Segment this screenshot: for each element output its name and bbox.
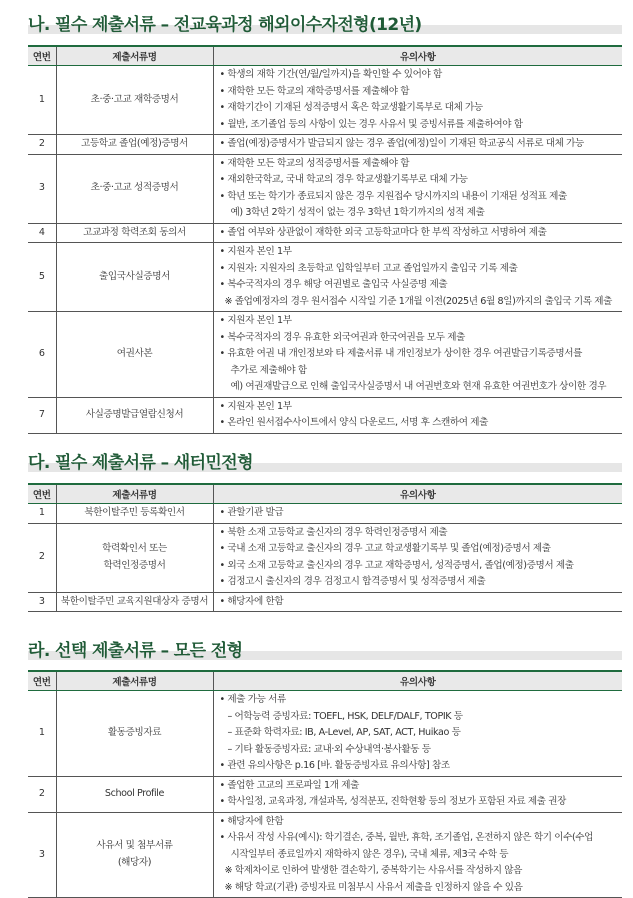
row-number: 7 [28,397,56,433]
document-name [56,397,213,433]
note-line: – 어학능력 증빙자료: TOEFL, HSK, DELF/DALF, TOPIK 등 [227,710,463,722]
note-line: • 졸업(예정)증명서가 발급되지 않는 경우 졸업(예정)일이 기재된 학교공식 서류로 대체 가능 [219,138,584,149]
document-name-line: (해당자) [117,856,152,868]
document-name-line: School Profile [104,787,165,799]
document-name [56,66,213,135]
notes-cell [213,812,622,898]
note-line: • 졸업한 고교의 프로파일 1개 제출 [219,779,359,791]
note-line: • 사유서 작성 사유(예시): 학기결손, 중복, 월반, 휴학, 조기졸업, 온전하지 않은 학기 이수(수업 [219,832,594,843]
row-number: 2 [28,523,56,592]
section-heading: 다. 필수 제출서류 – 새터민전형 [28,453,253,473]
document-name [56,135,213,155]
note-line: • 검정고시 출신자의 경우 검정고시 합격증명서 및 성적증명서 제출 [219,576,486,587]
note-line: • 지원자 본인 1부 [219,246,292,257]
note-line: • 재학한 모든 학교의 성적증명서를 제출해야 함 [219,157,410,169]
note-line: ※ 학제차이로 인하여 발생한 결손학기, 중복학기는 사유서를 작성하지 않음 [224,865,523,876]
note-line: • 복수국적자의 경우 유효한 외국여권과 한국여권을 모두 제출 [219,331,465,343]
note-line: • 학생의 재학 기간(연/월/일까지)을 확인할 수 있어야 함 [219,69,442,80]
document-name-line: 사유서 및 첨부서류 [96,840,173,852]
note-line: • 지원자 본인 1부 [219,315,292,326]
notes-cell [213,397,622,433]
table-row [28,523,622,592]
note-line: – 기타 활동증빙자료: 교내·외 수상내역·봉사활동 등 [227,743,431,755]
document-name [56,592,213,612]
section-heading: 라. 선택 제출서류 – 모든 전형 [28,641,243,661]
note-line: • 해당자에 한함 [219,815,284,827]
document-name [56,776,213,812]
row-number: 2 [28,135,56,155]
notes-cell [213,691,622,777]
header-number: 연번 [28,671,56,691]
note-line: • 지원자 본인 1부 [219,400,292,412]
document-name [56,223,213,243]
document-name-line: 학력확인서 또는 [102,543,167,554]
document-name [56,312,213,398]
notes-cell [213,312,622,398]
document-name-line: 고교과정 학력조회 동의서 [83,226,186,238]
document-name-line: 출입국사실증명서 [99,270,170,282]
note-line: 예) 3학년 2학기 성적이 없는 경우 3학년 1학기까지의 성적 제출 [230,207,485,218]
note-line: 시작일부터 종료일까지 재학하지 않은 경우), 국내 체류, 제3국 수학 등 [230,848,509,860]
table-row [28,592,622,612]
row-number: 6 [28,312,56,398]
table-row [28,312,622,398]
document-name-line: 초·중·고교 재학증명서 [90,93,179,105]
note-line: • 유효한 여권 내 개인정보와 타 제출서류 내 개인정보가 상이한 경우 여권발급기록증명서를 [219,348,583,359]
table-row [28,776,622,812]
document-name-line: 학력인정증명서 [103,559,166,571]
note-line: • 해당자에 한함 [219,595,284,607]
note-line: • 관련 유의사항은 p.16 [바. 활동증빙자료 유의사항] 참조 [219,760,450,771]
section-title-required-defector [28,448,622,474]
section-title-required-overseas [28,10,622,36]
document-name [56,812,213,898]
row-number: 4 [28,223,56,243]
notes-cell [213,776,622,812]
row-number: 1 [28,691,56,777]
note-line: ※ 해당 학교(기관) 증빙자료 미첨부시 사유서 제출을 인정하지 않을 수 있음 [224,881,523,893]
section-title-optional-all [28,636,622,662]
note-line: • 졸업 여부와 상관없이 재학한 외국 고등학교마다 한 부씩 작성하고 서명하여 제출 [219,226,547,238]
required-docs-defector-table [28,483,622,612]
note-line: 추가로 제출해야 함 [230,364,307,376]
note-line: • 외국 소재 고등학교 출신자의 경우 고교 재학증명서, 성적증명서, 졸업(예정)증명서 제출 [219,559,574,571]
row-number: 2 [28,776,56,812]
row-number: 3 [28,812,56,898]
note-line: 예) 여권재발급으로 인해 출입국사실증명서 내 여권번호와 현재 유효한 여권번호가 상이한 경우 [230,381,607,392]
note-line: • 제출 가능 서류 [219,694,286,705]
note-line: • 국내 소재 고등학교 출신자의 경우 고교 학교생활기록부 및 졸업(예정)증명서 제출 [219,543,551,554]
header-document-name: 제출서류명 [56,484,213,504]
row-number: 3 [28,592,56,612]
notes-cell [213,66,622,135]
row-number: 3 [28,154,56,223]
header-document-name: 제출서류명 [56,46,213,66]
table-row [28,691,622,777]
note-line: – 표준화 학력자료: IB, A-Level, AP, SAT, ACT, Huikao 등 [227,727,461,738]
row-number: 5 [28,243,56,312]
document-name-line: 활동증빙자료 [107,727,162,738]
required-docs-overseas-table [28,45,622,434]
header-number: 연번 [28,484,56,504]
header-notes: 유의사항 [213,46,622,66]
document-name-line: 북한이탈주민 교육지원대상자 증명서 [60,595,209,607]
row-number: 1 [28,504,56,524]
table-header-row [28,671,622,691]
note-line: • 북한 소재 고등학교 출신자의 경우 학력인정증명서 제출 [219,526,448,538]
table-header-row [28,484,622,504]
table-row [28,223,622,243]
notes-cell [213,135,622,155]
note-line: • 재외한국학교, 국내 학교의 경우 학교생활기록부로 대체 가능 [219,174,468,185]
table-row [28,243,622,312]
note-line: • 온라인 원서접수사이트에서 양식 다운로드, 서명 후 스캔하여 제출 [219,417,489,428]
header-document-name: 제출서류명 [56,671,213,691]
note-line: • 학사일정, 교육과정, 개설과목, 성적분포, 진학현황 등의 정보가 포함된 자료 제출 권장 [219,796,566,807]
note-line: • 관할기관 발급 [219,507,284,518]
table-row [28,154,622,223]
notes-cell [213,504,622,524]
document-name-line: 여권사본 [116,348,153,359]
note-line: • 재학기간이 기재된 성적증명서 혹은 학교생활기록부로 대체 가능 [219,102,483,113]
document-name [56,691,213,777]
optional-docs-table [28,670,622,898]
table-header-row [28,46,622,66]
note-line: • 월반, 조기졸업 등의 사항이 있는 경우 사유서 및 증빙서류를 제출하여야 함 [219,118,523,130]
document-name-line: 고등학교 졸업(예정)증명서 [81,138,188,149]
table-row [28,504,622,524]
section-heading: 나. 필수 제출서류 – 전교육과정 해외이수자전형(12년) [28,15,422,35]
document-name-line: 초·중·고교 성적증명서 [90,182,179,194]
document-name [56,504,213,524]
document-name [56,523,213,592]
document-name [56,243,213,312]
header-number: 연번 [28,46,56,66]
table-row [28,812,622,898]
row-number: 1 [28,66,56,135]
header-notes: 유의사항 [213,671,622,691]
notes-cell [213,154,622,223]
note-line: ※ 졸업예정자의 경우 원서접수 시작일 기준 1개월 이전(2025년 6월 8일)까지의 출입국 기록 제출 [224,295,613,307]
note-line: • 지원자: 지원자의 초등학교 입학일부터 고교 졸업일까지 출입국 기록 제출 [219,262,518,274]
table-row [28,397,622,433]
notes-cell [213,243,622,312]
note-line: • 복수국적자의 경우 해당 여권별로 출입국 사실증명 제출 [219,279,448,290]
notes-cell [213,523,622,592]
notes-cell [213,592,622,612]
notes-cell [213,223,622,243]
document-name-line: 사실증명발급열람신청서 [85,408,184,420]
table-row [28,135,622,155]
note-line: • 재학한 모든 학교의 재학증명서를 제출해야 함 [219,85,410,97]
document-name [56,154,213,223]
document-name-line: 북한이탈주민 등록확인서 [84,507,185,518]
header-notes: 유의사항 [213,484,622,504]
note-line: • 학년 또는 학기가 종료되지 않은 경우 지원접수 당시까지의 내용이 기재된 성적표 제출 [219,190,567,202]
table-row [28,66,622,135]
